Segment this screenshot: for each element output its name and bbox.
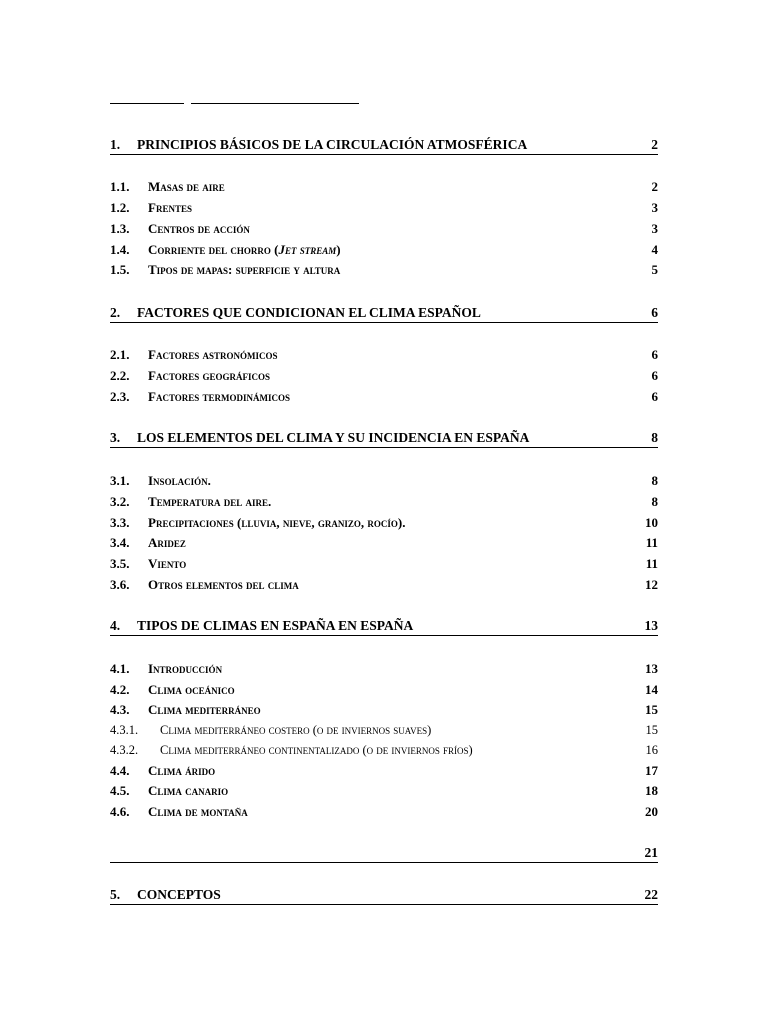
toc-page: 6	[651, 389, 658, 404]
toc-title: Tipos de mapas: superficie y altura	[148, 262, 341, 277]
toc-number: 1.5.	[110, 262, 130, 277]
toc-title: Insolación.	[148, 473, 211, 488]
toc-page: 14	[645, 682, 658, 697]
toc-number: 4.3.1.	[110, 723, 139, 737]
toc-entry-4-4[interactable]	[110, 760, 658, 779]
toc-title: Masas de aire	[148, 179, 225, 194]
toc-number: 2.2.	[110, 368, 130, 383]
toc-number: 1.4.	[110, 242, 130, 257]
toc-title: Clima de montaña	[148, 804, 248, 819]
toc-entry-4-3-1[interactable]	[110, 719, 658, 738]
toc-title: TIPOS DE CLIMAS EN ESPAÑA EN ESPAÑA	[137, 618, 414, 633]
toc-title: PRINCIPIOS BÁSICOS DE LA CIRCULACIÓN ATMOSFÉRICA	[137, 137, 528, 152]
toc-title: Otros elementos del clima	[148, 577, 299, 592]
toc-title-text: Corriente del chorro (	[148, 242, 279, 257]
toc-title-text-end: )	[336, 242, 341, 257]
toc-title: LOS ELEMENTOS DEL CLIMA Y SU INCIDENCIA EN ESPAÑA	[137, 430, 530, 445]
toc-entry-2-2[interactable]	[110, 365, 658, 384]
toc-number: 1.	[110, 137, 121, 152]
toc-number: 4.2.	[110, 682, 130, 697]
toc-number: 5.	[110, 887, 121, 902]
toc-number: 3.5.	[110, 556, 130, 571]
toc-page: 18	[645, 783, 658, 798]
toc-page: 20	[645, 804, 658, 819]
toc-page: 3	[651, 221, 658, 236]
toc-number: 2.3.	[110, 389, 130, 404]
toc-title	[148, 242, 644, 258]
toc-title: Clima mediterráneo continentalizado (o de inviernos fríos)	[160, 743, 473, 757]
toc-title: CONCEPTOS	[137, 887, 221, 902]
toc-title: Temperatura del aire.	[148, 494, 272, 509]
toc-section-5[interactable]	[110, 885, 658, 905]
toc-page: 11	[645, 535, 658, 550]
toc-entry-3-5[interactable]	[110, 553, 658, 572]
toc-number: 1.2.	[110, 200, 130, 215]
toc-page: 3	[651, 200, 658, 215]
toc-page: 22	[644, 887, 658, 902]
toc-page: 2	[651, 137, 658, 152]
toc-page: 15	[645, 723, 658, 737]
header-rule-long	[191, 103, 359, 104]
toc-entry-1-3[interactable]	[110, 218, 658, 237]
toc-page: 15	[645, 702, 658, 717]
toc-number: 2.	[110, 305, 121, 320]
toc-title: Introducción	[148, 661, 223, 676]
toc-title: Frentes	[148, 200, 192, 215]
toc-number: 3.4.	[110, 535, 130, 550]
toc-title: FACTORES QUE CONDICIONAN EL CLIMA ESPAÑOL	[137, 305, 481, 320]
header-rule-short	[110, 103, 184, 104]
toc-title: Clima canario	[148, 783, 229, 798]
toc-number: 4.6.	[110, 804, 130, 819]
toc-number: 4.3.	[110, 702, 130, 717]
toc-entry-1-1[interactable]	[110, 176, 658, 195]
toc-page: 11	[645, 556, 658, 571]
toc-entry-4-1[interactable]	[110, 658, 658, 677]
toc-page: 6	[651, 347, 658, 362]
toc-entry-4-3[interactable]	[110, 699, 658, 718]
toc-title: Precipitaciones (lluvia, nieve, granizo, rocío).	[148, 515, 406, 530]
toc-number: 4.	[110, 618, 121, 633]
toc-section-untitled[interactable]	[110, 843, 658, 863]
toc-page: 6	[651, 368, 658, 383]
toc-page: 10	[645, 515, 658, 530]
toc-number: 1.3.	[110, 221, 130, 236]
toc-entry-3-4[interactable]	[110, 532, 658, 551]
toc-entry-4-6[interactable]	[110, 801, 658, 820]
toc-number: 4.5.	[110, 783, 130, 798]
toc-entry-2-1[interactable]	[110, 344, 658, 363]
toc-number: 1.1.	[110, 179, 130, 194]
toc-page: 13	[645, 661, 658, 676]
toc-number	[110, 861, 137, 862]
toc-title: Factores astronómicos	[148, 347, 278, 362]
toc-title: Centros de acción	[148, 221, 250, 236]
toc-entry-1-4[interactable]	[110, 239, 658, 258]
toc-entry-4-5[interactable]	[110, 780, 658, 799]
toc-title	[137, 861, 637, 862]
toc-entry-3-3[interactable]	[110, 512, 658, 531]
toc-entry-3-2[interactable]	[110, 491, 658, 510]
toc-entry-1-2[interactable]	[110, 197, 658, 216]
toc-title: Clima oceánico	[148, 682, 235, 697]
toc-entry-3-6[interactable]	[110, 574, 658, 593]
toc-title: Aridez	[148, 535, 186, 550]
toc-page: 6	[651, 305, 658, 320]
toc-section-1[interactable]	[110, 135, 658, 155]
toc-number: 3.1.	[110, 473, 130, 488]
toc-page: 12	[645, 577, 658, 592]
toc-page: 8	[651, 430, 658, 445]
toc-page: 8	[651, 494, 658, 509]
toc-section-3[interactable]	[110, 428, 658, 448]
toc-title: Factores termodinámicos	[148, 389, 291, 404]
toc-page: 5	[651, 262, 658, 277]
toc-page: 8	[651, 473, 658, 488]
toc-title: Factores geográficos	[148, 368, 271, 383]
toc-title: Clima mediterráneo costero (o de inviernos suaves)	[160, 723, 432, 737]
toc-number: 4.1.	[110, 661, 130, 676]
toc-number: 4.3.2.	[110, 743, 139, 757]
toc-number: 3.	[110, 430, 121, 445]
toc-entry-1-5[interactable]	[110, 259, 658, 278]
toc-title-emphasis: Jet stream	[278, 242, 337, 257]
toc-section-2[interactable]	[110, 303, 658, 323]
toc-title: Clima mediterráneo	[148, 702, 261, 717]
toc-page: 13	[644, 618, 658, 633]
toc-number: 4.4.	[110, 763, 130, 778]
toc-page: 17	[645, 763, 658, 778]
toc-title: Viento	[148, 556, 187, 571]
toc-entry-4-2[interactable]	[110, 679, 658, 698]
toc-entry-3-1[interactable]	[110, 470, 658, 489]
toc-page: 21	[644, 845, 658, 860]
toc-entry-2-3[interactable]	[110, 386, 658, 405]
toc-section-4[interactable]	[110, 616, 658, 636]
toc-page: 4	[651, 242, 658, 257]
toc-page: 2	[651, 179, 658, 194]
toc-page: 16	[645, 743, 658, 757]
toc-title: Clima árido	[148, 763, 216, 778]
toc-number: 2.1.	[110, 347, 130, 362]
toc-number: 3.6.	[110, 577, 130, 592]
toc-number: 3.2.	[110, 494, 130, 509]
toc-entry-4-3-2[interactable]	[110, 739, 658, 758]
toc-number: 3.3.	[110, 515, 130, 530]
